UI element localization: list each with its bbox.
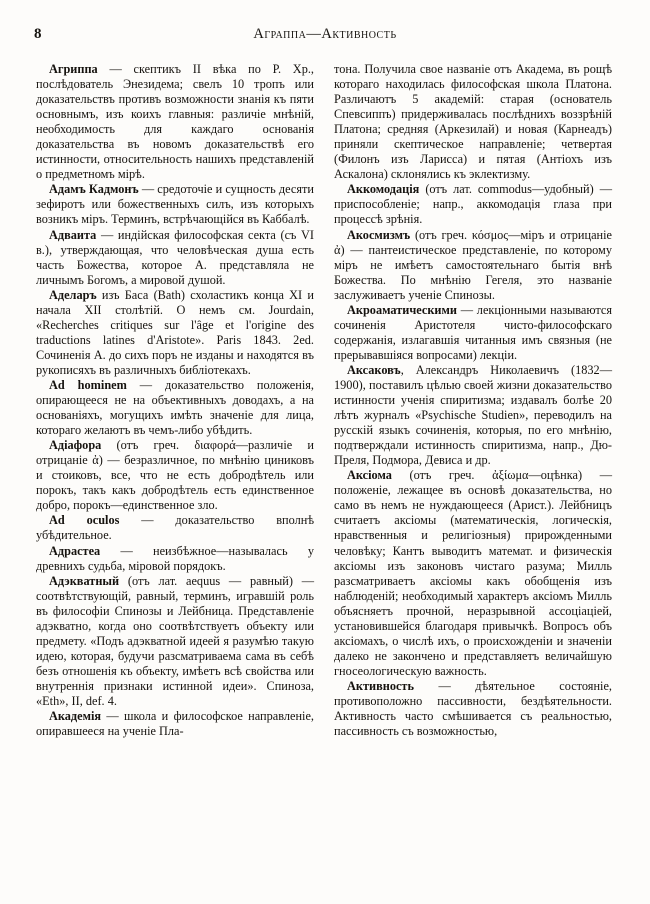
entry-headword: Аксаковъ (347, 362, 401, 377)
dictionary-entry (36, 574, 314, 709)
entry-headword: Адрастеа (49, 543, 101, 558)
entry-body: — доказательство положенія, опирающееся не на объективныхъ доводахъ, а на основаніяхъ, могущихъ имѣть значеніе для лица, котораго желаютъ въ чемъ-либо убѣдить. (36, 377, 314, 438)
entry-body: (отъ греч. ἀξίωμα—оцѣнка) — положеніе, лежащее въ основѣ доказательства, но само въ немъ не нуждающееся (Арист.). Лейбницъ считаетъ аксіомы (математическія, логическія, нравственныя и религіозныя) прирожденными человѣку; Кантъ выводитъ математ. и физическія аксіомы изъ законовъ чистаго разума; Милль разсматриваетъ аксіомы какъ обобщенія изъ наблюденій; необходимый характеръ аксіомъ Милль объясняетъ прочной, неразрывной ассоціаціей, установившейся благодаря привычкѣ. Вопросъ объ аксіомахъ, о числѣ ихъ, о происхожденіи и значеніи далеко не закончено и представляетъ величайшую гносеологическую важность. (334, 468, 612, 678)
entry-body: (отъ греч. διαφορά—различіе и отрицаніе ἀ) — безразличное, по мнѣнію циниковъ и стоиковъ, все, что не есть добродѣтель или порокъ, такъ какъ добродѣтель есть единственное добро, порокъ—единственное зло. (36, 438, 314, 513)
entry-body: (отъ греч. κόσμος—міръ и отрицаніе ἀ) — пантеистическое представленіе, по которому міръ не имѣетъ самостоятельнаго бытія внѣ Божества. По мнѣнію Гегеля, это названіе заслуживаетъ ученіе Спинозы. (334, 227, 612, 302)
entry-body: изъ Баса (Bath) схоластикъ конца XI и начала XII столѣтій. О немъ см. Jourdain, «Recherches critiques sur l'âge et l'origine des traductions latines d'Aristote». Paris 1843. 2ed. Сочиненія А. до сихъ поръ не изданы и находятся въ рукописяхъ въ различныхъ библіотекахъ. (36, 287, 314, 377)
entry-headword: Аделаръ (49, 287, 97, 302)
dictionary-entry (334, 363, 612, 468)
running-title: Аграппа—Активность (253, 26, 397, 42)
entry-body: — средоточіе и сущность десяти зефиротъ или божественныхъ силъ, изъ которыхъ возникъ міръ. Терминъ, встрѣчающійся въ Каббалѣ. (36, 182, 314, 227)
entry-headword: Ad oculos (49, 513, 120, 528)
dictionary-entry (334, 228, 612, 303)
entry-body: — школа и философское направленіе, опиравшееся на ученіе Пла- (36, 709, 314, 739)
column-right (334, 62, 612, 880)
dictionary-entry (36, 288, 314, 378)
entry-headword: Аксіома (347, 468, 392, 483)
dictionary-entry (334, 62, 612, 182)
entry-headword: Активность (347, 678, 414, 693)
entry-body: — скептикъ II вѣка по Р. Хр., послѣдователь Энезидема; свелъ 10 тропъ или доказательствъ противъ возможности знанія къ пяти основнымъ, изъ коихъ главныя: различіе мнѣній, необходимость для каждаго основанія доказательства въ новомъ доказательствѣ его истинности, относительность нашихъ представленій о предметномъ мірѣ. (36, 62, 314, 182)
entry-headword: Ad hominem (49, 377, 127, 392)
entry-headword: Адэкватный (49, 573, 120, 588)
entry-headword: Адамъ Кадмонъ (49, 182, 139, 197)
entry-headword: Аккомодація (347, 182, 420, 197)
dictionary-entry (334, 679, 612, 739)
entry-headword: Агриппа (49, 62, 98, 76)
dictionary-entry (36, 438, 314, 513)
column-left (36, 62, 314, 880)
entry-body: (отъ лат. commodus—удобный) — приспособленіе; напр., аккомодація глаза при процессѣ зрѣнія. (334, 182, 612, 227)
entry-headword: Адваита (49, 227, 97, 242)
dictionary-entry (36, 378, 314, 438)
entry-headword: Акроаматическими (347, 302, 457, 317)
dictionary-entry (36, 228, 314, 288)
dictionary-entry (36, 544, 314, 574)
page-number: 8 (34, 26, 42, 42)
dictionary-entry (36, 182, 314, 227)
page-header (34, 26, 616, 48)
entry-body: (отъ лат. aequus — равный) — соотвѣтствующій, равный, терминъ, игравшій роль въ философіи Спинозы и Лейбница. Представленіе адэкватно, когда оно соотвѣтствуетъ объекту или предмету. «Подъ адэкватной идеей я разумѣю такую идею, которая, будучи разсматриваема сама въ себѣ безъ отношенія къ объекту, имѣетъ всѣ свойства или внутреннія признаки истинной идеи». Спиноза, «Eth», II, def. 4. (36, 573, 314, 708)
text-columns (36, 62, 614, 880)
entry-body: — индійская философская секта (съ VI в.), утверждающая, что человѣческая душа есть часть Божества, которое А. представляла не личнымъ Богомъ, а мировой душой. (36, 227, 314, 287)
entry-headword: Акосмизмъ (347, 227, 411, 242)
entry-body: , Александръ Николаевичъ (1832—1900), поставилъ цѣлью своей жизни доказательство истинности ученія спиритизма; издавалъ болѣе 20 лѣтъ журналъ «Psychische Studien», переводилъ на русскій языкъ сочиненія, которыя, по его мнѣнію, подтверждали истинность спиритизма, напр., Дю-Преля, Подмора, Девиса и др. (334, 362, 612, 468)
entry-body: — доказательство вполнѣ убѣдительное. (36, 513, 314, 543)
entry-headword: Адіафора (49, 438, 102, 453)
dictionary-entry (36, 62, 314, 182)
dictionary-entry (334, 182, 612, 227)
entry-headword: Академія (49, 709, 102, 724)
entry-body: тона. Получила свое названіе отъ Академа, въ рощѣ котораго находилась философская школа Платона. Различаютъ 5 академій: старая (основатель Спевсиппъ) придерживалась послѣднихъ воззрѣній Платона; средняя (Аркезилай) и новая (Карнеадъ) приняли скептическое направленіе; четвертая (Филонъ изъ Ларисса) и пятая (Антіохъ изъ Аскалона) склонялись къ эклектизму. (334, 62, 612, 182)
dictionary-entry (334, 303, 612, 363)
entry-body: — дѣятельное состояніе, противоположно пассивности, бездѣятельности. Активность часто смѣшивается съ реальностью, пассивность съ возможностью, (334, 678, 612, 739)
entry-body: — лекціонными называются сочиненія Аристотеля чисто-философскаго содержанія, излагавшія читанныя имъ связныя (не прерывавшіяся вопросами) лекціи. (334, 302, 612, 362)
dictionary-entry (334, 468, 612, 679)
entry-body: — неизбѣжное—называлась у древнихъ судьба, міровой порядокъ. (36, 543, 314, 573)
dictionary-entry (36, 709, 314, 739)
dictionary-entry (36, 513, 314, 543)
